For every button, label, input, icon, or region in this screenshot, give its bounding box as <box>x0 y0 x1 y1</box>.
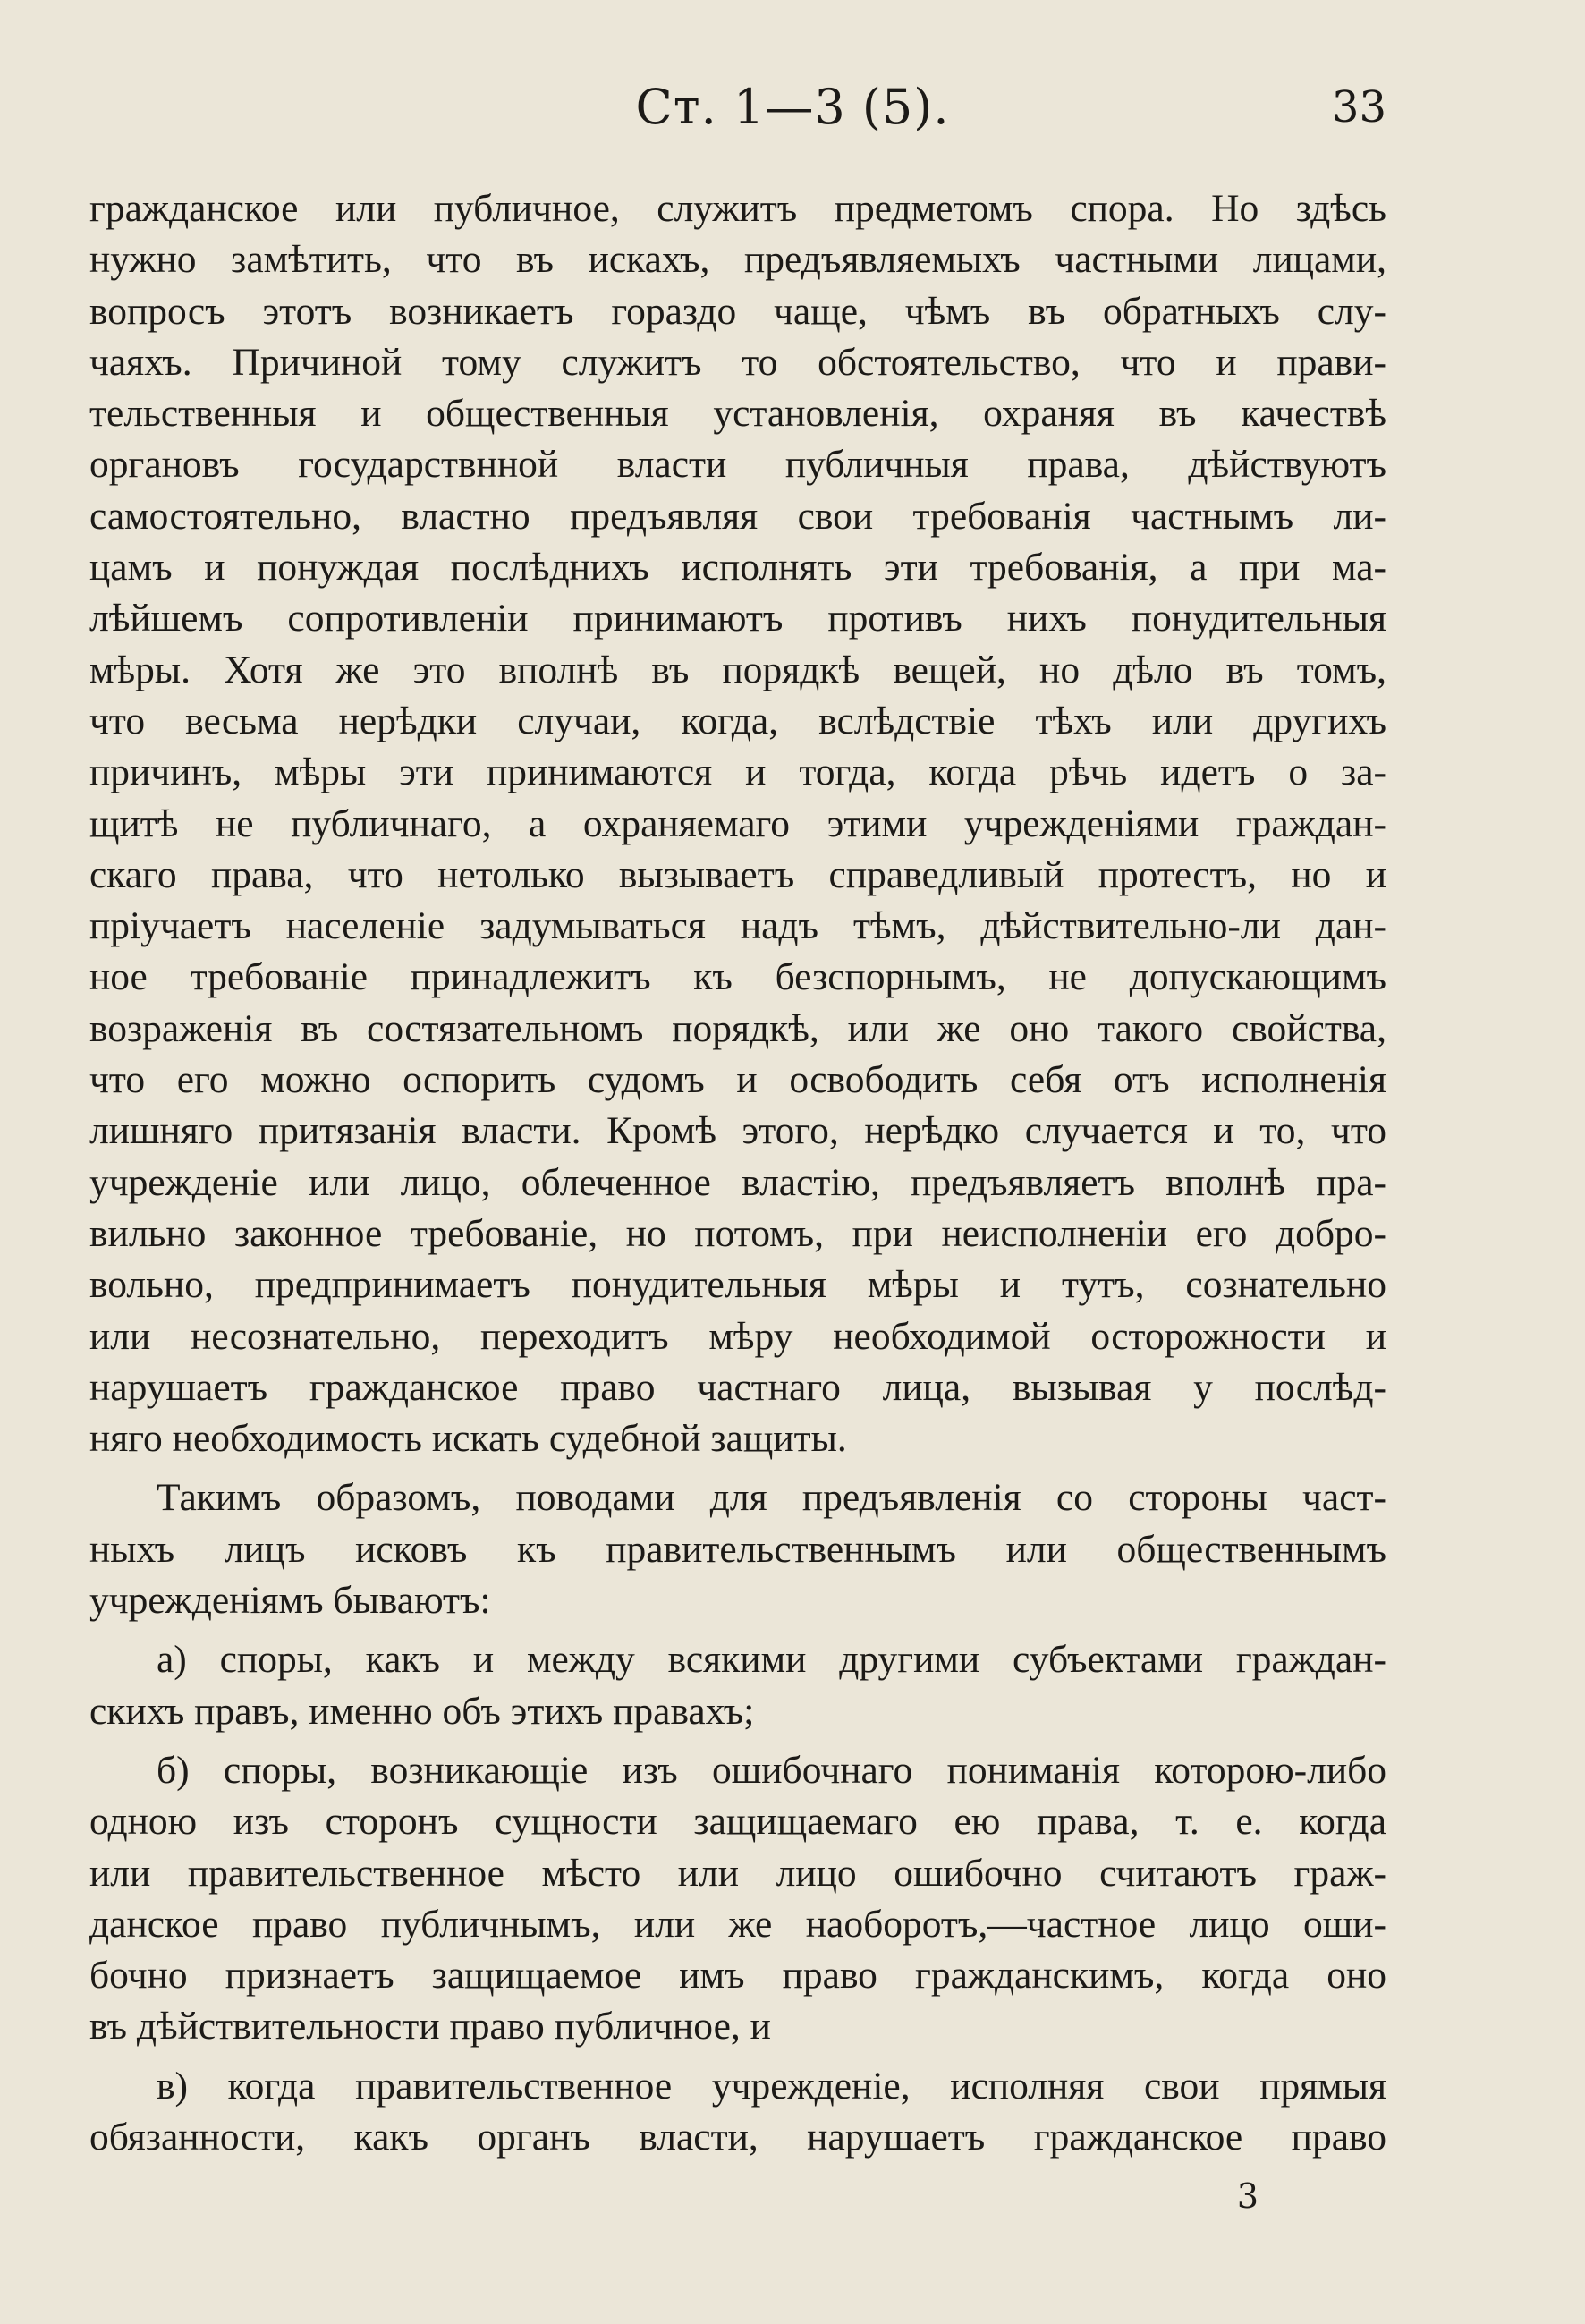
text-line: данское право публичнымъ, или же наоборотъ,—частное лицо оши- <box>89 1902 1386 1946</box>
text-line: вопросъ этотъ возникаетъ гораздо чаще, чѣмъ въ обратныхъ слу- <box>89 289 1386 333</box>
text-line: пріучаетъ населеніе задумываться надъ тѣмъ, дѣйствительно-ли дан- <box>89 904 1386 948</box>
text-line: тельственныя и общественныя установленія, охраняя въ качествѣ <box>89 392 1386 436</box>
text-line: самостоятельно, властно предъявляя свои требованія частнымъ ли- <box>89 494 1386 538</box>
running-head: Ст. 1—3 (5). <box>635 79 950 135</box>
text-line: вольно, предпринимаетъ понудительныя мѣры и тутъ, сознательно <box>89 1263 1386 1307</box>
text-line: возраженія въ состязательномъ порядкѣ, или же оно такого свойства, <box>89 1006 1386 1050</box>
text-line: а) споры, какъ и между всякими другими субъектами граждан- <box>157 1638 1386 1682</box>
text-line: органовъ государствнной власти публичныя права, дѣйствуютъ <box>89 443 1386 487</box>
text-line: скаго права, что нетолько вызываетъ справедливый протестъ, но и <box>89 852 1386 896</box>
paragraph-1 <box>89 183 1386 1464</box>
text-line: что весьма нерѣдки случаи, когда, вслѣдствіе тѣхъ или другихъ <box>89 699 1386 742</box>
paragraph-2 <box>89 1472 1386 1626</box>
text-line: в) когда правительственное учрежденіе, исполняя свои прямыя <box>157 2064 1386 2108</box>
text-line: одною изъ сторонъ сущности защищаемаго ею права, т. е. когда <box>89 1800 1386 1844</box>
text-line: учрежденіе или лицо, облеченное властію, предъявляетъ вполнѣ пра- <box>89 1160 1386 1204</box>
text-line: мѣры. Хотя же это вполнѣ въ порядкѣ вещей, но дѣло въ томъ, <box>89 648 1386 691</box>
text-line: учрежденіямъ бываютъ: <box>89 1579 491 1623</box>
text-line: нужно замѣтить, что въ искахъ, предъявляемыхъ частными лицами, <box>89 238 1386 282</box>
page-number: 33 <box>1331 82 1386 132</box>
text-line: Такимъ образомъ, поводами для предъявленія со стороны част- <box>157 1476 1386 1520</box>
text-line: нарушаетъ гражданское право частнаго лица, вызывая у послѣд- <box>89 1365 1386 1409</box>
text-line: б) споры, возникающіе изъ ошибочнаго пониманія которою-либо <box>157 1748 1386 1792</box>
text-line: причинъ, мѣры эти принимаются и тогда, когда рѣчь идетъ о за- <box>89 751 1386 794</box>
text-line: щитѣ не публичнаго, а охраняемаго этими учрежденіями граждан- <box>89 802 1386 845</box>
text-line: въ дѣйствительности право публичное, и <box>89 2005 771 2048</box>
text-line: скихъ правъ, именно объ этихъ правахъ; <box>89 1689 755 1733</box>
text-line: гражданское или публичное, служитъ предметомъ спора. Но здѣсь <box>89 187 1386 230</box>
page-header <box>0 79 1585 150</box>
text-line: ное требованіе принадлежитъ къ безспорнымъ, не допускающимъ <box>89 955 1386 999</box>
text-line: лѣйшемъ сопротивленіи принимаютъ противъ нихъ понудительныя <box>89 597 1386 640</box>
text-line: или правительственное мѣсто или лицо ошибочно считаютъ граж- <box>89 1851 1386 1895</box>
text-line: обязанности, какъ органъ власти, нарушаетъ гражданское право <box>89 2115 1386 2159</box>
text-line: что его можно оспорить судомъ и освободить себя отъ исполненія <box>89 1058 1386 1102</box>
text-line: чаяхъ. Причиной тому служитъ то обстоятельство, что и прави- <box>89 340 1386 384</box>
list-item-c <box>89 2061 1386 2164</box>
text-line: няго необходимость искать судебной защиты. <box>89 1417 847 1461</box>
text-line: лишняго притязанія власти. Кромѣ этого, нерѣдко случается и то, что <box>89 1109 1386 1153</box>
list-item-b <box>89 1745 1386 2053</box>
text-line: бочно признаетъ защищаемое имъ право гражданскимъ, когда оно <box>89 1954 1386 1997</box>
text-line: вильно законное требованіе, но потомъ, при неисполненіи его добро- <box>89 1211 1386 1255</box>
body-text <box>89 183 1386 2163</box>
text-line: цамъ и понуждая послѣднихъ исполнять эти требованія, а при ма- <box>89 546 1386 589</box>
printer-signature: 3 <box>1236 2176 1259 2216</box>
list-item-a <box>89 1634 1386 1737</box>
text-line: или несознательно, переходитъ мѣру необходимой осторожности и <box>89 1314 1386 1358</box>
text-line: ныхъ лицъ исковъ къ правительственнымъ или общественнымъ <box>89 1527 1386 1571</box>
